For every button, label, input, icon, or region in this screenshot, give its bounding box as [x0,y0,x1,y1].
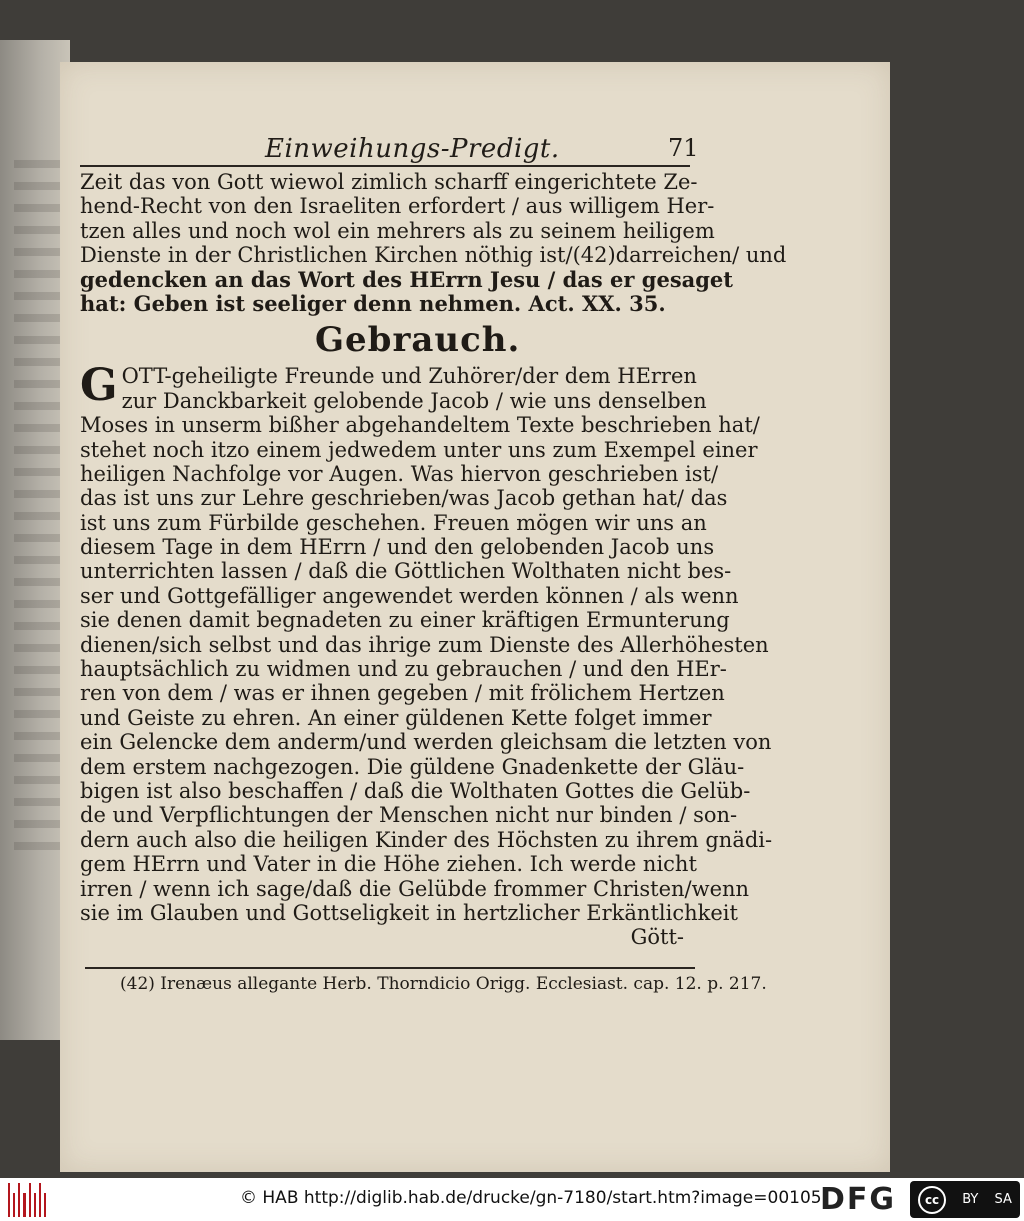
text-line: stehet noch itzo einem jedwedem unter uns zum Exempel einer [80,437,758,462]
text-line: Moses in unserm bißher abgehandeltem Texte beschrieben hat/ [80,413,760,438]
text-line: unterrichten lassen / daß die Göttlichen Wolthaten nicht bes- [80,559,732,584]
text-line: hauptsächlich zu widmen und zu gebrauchen / und den HEr- [80,657,727,682]
running-header [265,134,699,164]
text-line: ren von dem / was er ihnen gegeben / mit frölichem Hertzen [80,681,725,706]
text-line: gedencken an das Wort des HErrn Jesu / das er gesaget [80,266,733,292]
text-line: diesem Tage in dem HErrn / und den gelobenden Jacob uns [80,535,715,560]
text-line: ser und Gottgefälliger angewendet werden können / als wenn [80,583,739,608]
text-line: sie denen damit begnadeten zu einer kräftigen Ermunterung [80,608,730,633]
text-line: OTT-geheiligte Freunde und Zuhörer/der dem HErren [121,364,697,389]
text-line: ein Gelencke dem anderm/und werden gleichsam die letzten von [80,730,772,755]
text-line: dienen/sich selbst und das ihrige zum Dienste des Allerhöhesten [80,632,769,657]
text-line: hend-Recht von den Israeliten erfordert / aus willigem Her- [80,194,715,219]
dfg-logo[interactable]: DFG [820,1182,897,1217]
viewer-footer [0,1178,1024,1221]
book-page [60,62,890,1172]
footnote: (42) Irenæus allegante Herb. Thorndicio Origg. Ecclesiast. cap. 12. p. 217. [120,974,767,994]
source-link[interactable]: © HAB http://diglib.hab.de/drucke/gn-7180/start.htm?image=00105 [240,1188,822,1208]
text-line: Dienste in der Christlichen Kirchen nöthig ist/(42)darreichen/ und [80,243,787,268]
text-line: ist uns zum Fürbilde geschehen. Freuen mögen wir uns an [80,510,707,535]
text-line: dern auch also die heiligen Kinder des Höchsten zu ihrem gnädi- [80,827,773,852]
text-line: irren / wenn ich sage/daß die Gelübde frommer Christen/wenn [80,876,750,901]
text-line: heiligen Nachfolge vor Augen. Was hiervon geschrieben ist/ [80,461,719,486]
running-title: Einweihungs-Predigt. [265,134,560,164]
text-line: tzen alles und noch wol ein mehrers als zu seinem heiligem [80,218,715,243]
text-line: de und Verpflichtungen der Menschen nicht nur binden / son- [80,803,738,828]
text-line: bigen ist also beschaffen / daß die Wolthaten Gottes die Gelüb- [80,778,751,803]
sa-icon: SA [994,1192,1012,1207]
hab-logo-icon[interactable] [8,1183,46,1217]
adjacent-page-text-shadow [14,160,64,860]
text-line: zur Danckbarkeit gelobende Jacob / wie uns denselben [121,388,707,413]
header-rule [80,165,690,167]
page-number: 71 [668,134,699,162]
paragraph [80,360,773,950]
cc-icon: cc [918,1186,946,1214]
cc-license-badge[interactable] [910,1181,1020,1218]
footnote-rule [85,967,695,969]
body-text [80,170,787,950]
catchword: Gött- [630,925,684,950]
text-line: sie im Glauben und Gottseligkeit in hertzlicher Erkäntlichkeit [80,900,738,925]
text-line: hat: Geben ist seeliger denn nehmen. Act. XX. 35. [80,290,666,316]
text-line: das ist uns zur Lehre geschrieben/was Jacob gethan hat/ das [80,486,728,511]
text-line: dem erstem nachgezogen. Die güldene Gnadenkette der Gläu- [80,754,745,779]
by-icon: BY [962,1192,979,1207]
text-line: Zeit das von Gott wiewol zimlich scharff eingerichtete Ze- [80,170,698,194]
text-line: und Geiste zu ehren. An einer güldenen Kette folget immer [80,705,712,730]
drop-cap: G [80,360,118,412]
text-line: gem HErrn und Vater in die Höhe ziehen. Ich werde nicht [80,852,697,877]
section-heading: Gebrauch. [315,320,521,361]
